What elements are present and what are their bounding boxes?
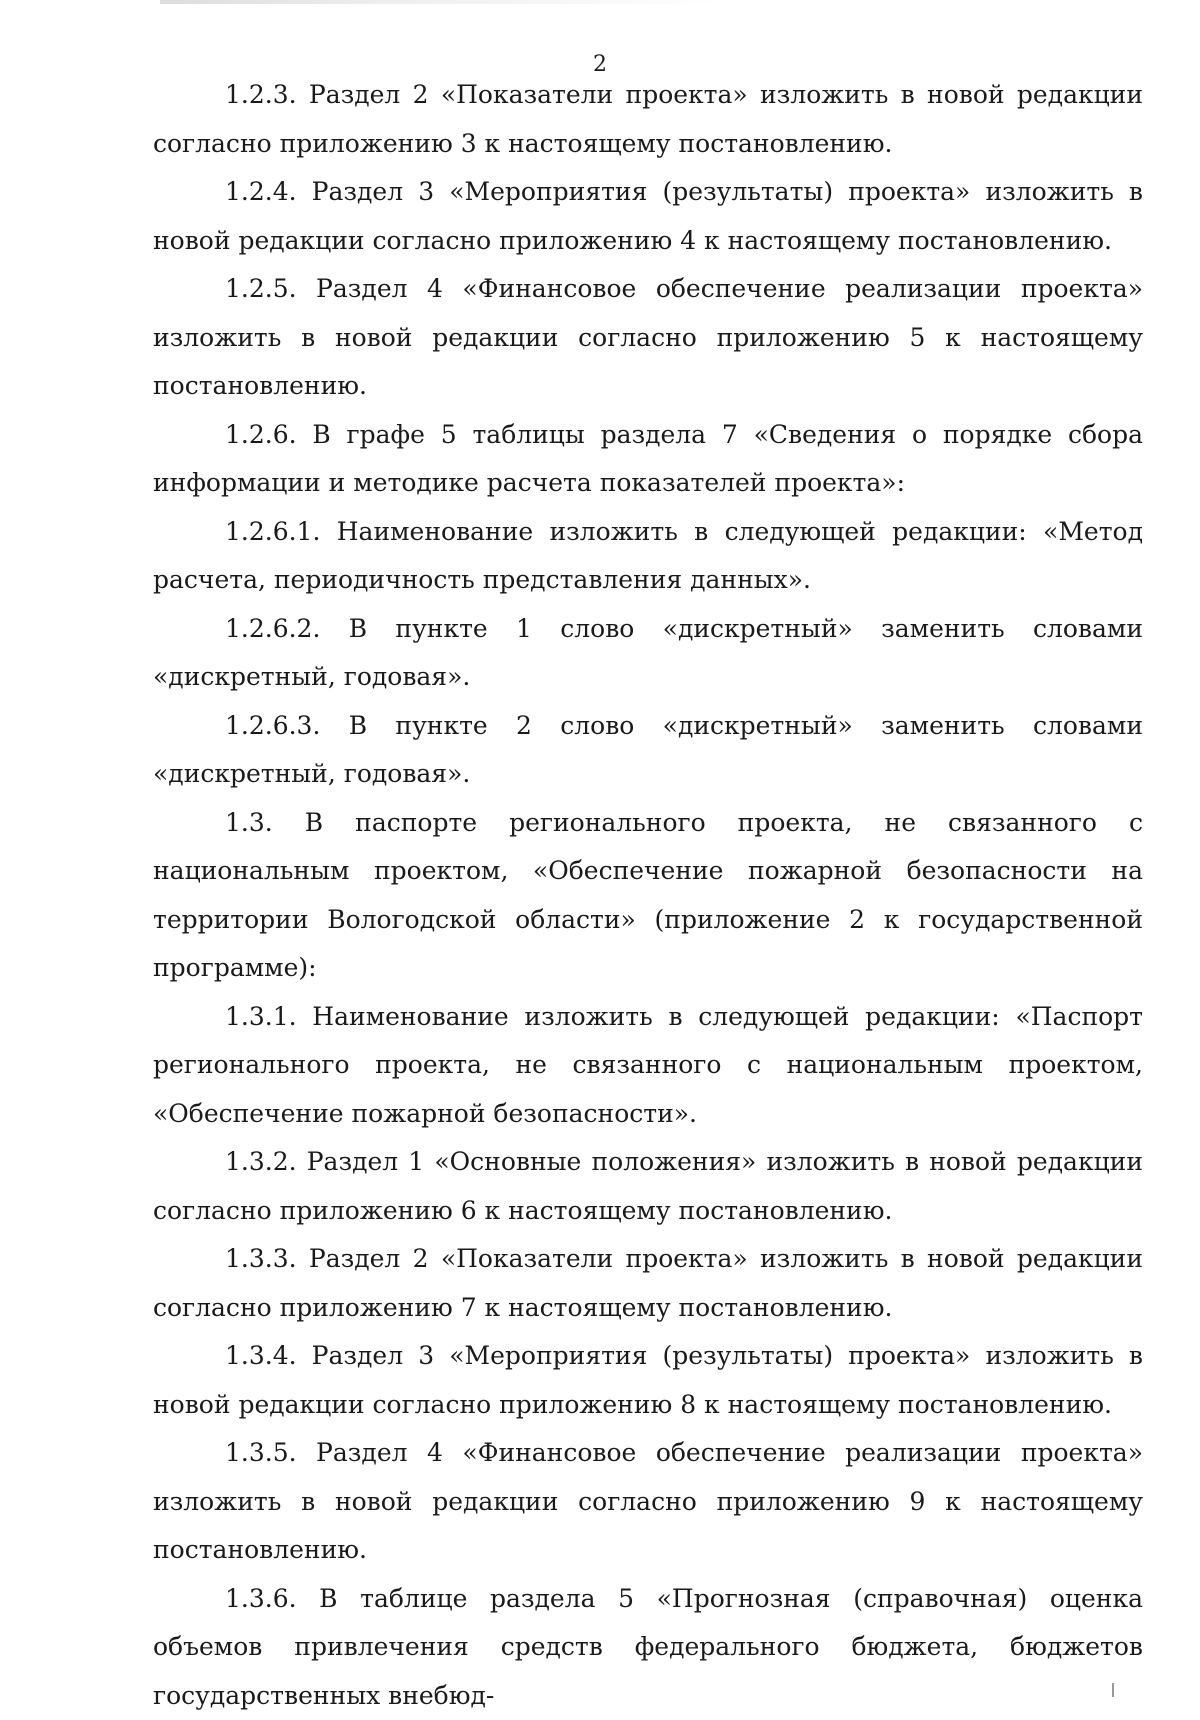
document-body: [153, 71, 1143, 1720]
paragraph-1-3-5: 1.3.5. Раздел 4 «Финансовое обеспечение реализации проекта» изложить в новой редакции согласно приложению 9 к настоящему постановлению.: [153, 1429, 1143, 1575]
paragraph-1-2-6: 1.2.6. В графе 5 таблицы раздела 7 «Сведения о порядке сбора информации и методике расчета показателей проекта»:: [153, 411, 1143, 508]
paragraph-1-2-4: 1.2.4. Раздел 3 «Мероприятия (результаты) проекта» изложить в новой редакции согласно приложению 4 к настоящему постановлению.: [153, 168, 1143, 265]
paragraph-1-3-1: 1.3.1. Наименование изложить в следующей редакции: «Паспорт регионального проекта, не связанного с национальным проектом, «Обеспечение пожарной безопасности».: [153, 993, 1143, 1139]
paragraph-1-3-4: 1.3.4. Раздел 3 «Мероприятия (результаты) проекта» изложить в новой редакции согласно приложению 8 к настоящему постановлению.: [153, 1332, 1143, 1429]
paragraph-1-2-6-1: 1.2.6.1. Наименование изложить в следующей редакции: «Метод расчета, периодичность представления данных».: [153, 508, 1143, 605]
paragraph-1-3-2: 1.3.2. Раздел 1 «Основные положения» изложить в новой редакции согласно приложению 6 к настоящему постановлению.: [153, 1138, 1143, 1235]
paragraph-1-3: 1.3. В паспорте регионального проекта, не связанного с национальным проектом, «Обеспечение пожарной безопасности на территории Вологодской области» (приложение 2 к государственной программе):: [153, 799, 1143, 993]
paragraph-1-2-3: 1.2.3. Раздел 2 «Показатели проекта» изложить в новой редакции согласно приложению 3 к настоящему постановлению.: [153, 71, 1143, 168]
paragraph-1-2-6-3: 1.2.6.3. В пункте 2 слово «дискретный» заменить словами «дискретный, годовая».: [153, 702, 1143, 799]
paragraph-1-2-6-2: 1.2.6.2. В пункте 1 слово «дискретный» заменить словами «дискретный, годовая».: [153, 605, 1143, 702]
paragraph-1-3-3: 1.3.3. Раздел 2 «Показатели проекта» изложить в новой редакции согласно приложению 7 к настоящему постановлению.: [153, 1235, 1143, 1332]
scan-edge-artifact: [160, 0, 720, 4]
paragraph-1-3-6: 1.3.6. В таблице раздела 5 «Прогнозная (справочная) оценка объемов привлечения средств федерального бюджета, бюджетов государственных внебюд-: [153, 1575, 1143, 1720]
page-number: 2: [0, 52, 1200, 78]
scan-mark-artifact: [1112, 1683, 1114, 1697]
paragraph-1-2-5: 1.2.5. Раздел 4 «Финансовое обеспечение реализации проекта» изложить в новой редакции согласно приложению 5 к настоящему постановлению.: [153, 265, 1143, 411]
